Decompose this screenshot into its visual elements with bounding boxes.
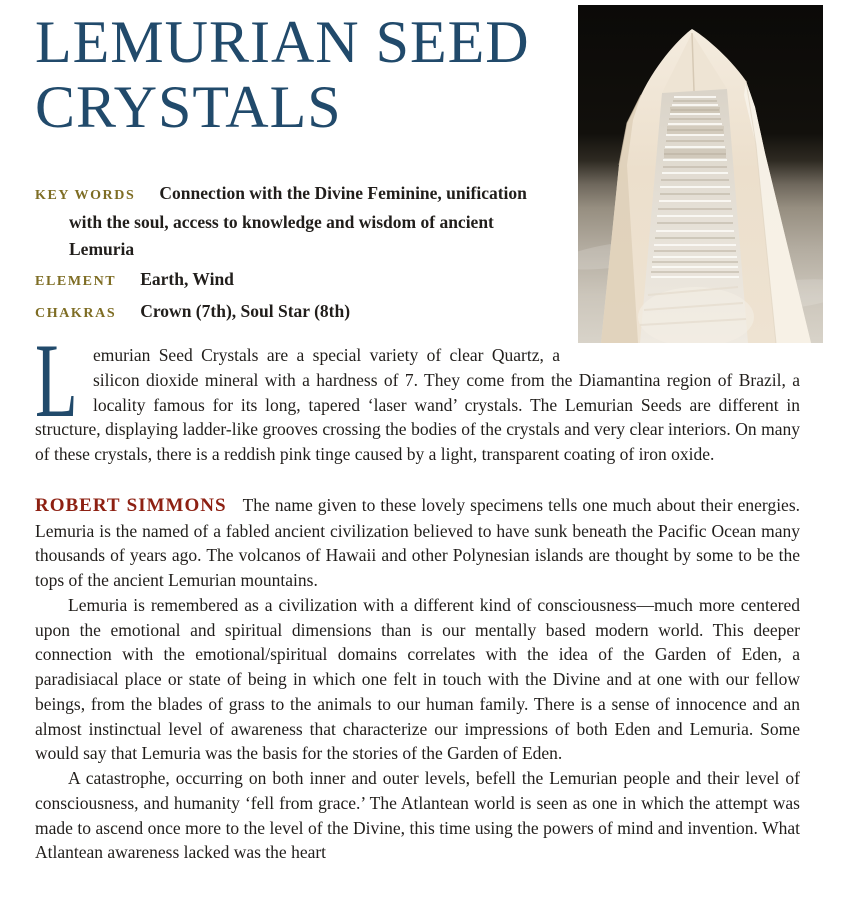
drop-cap: L [35,322,78,439]
attribution-name: ROBERT SIMMONS [35,494,227,516]
crystal-photo [578,5,823,343]
body-paragraph-1: Lemuria is remembered as a civilization with a different kind of consciousness—much more centered upon the emotional and spiritual dimensions than is our mentally based modern world. This deeper connection with the emotional/spiritual domains correlates with the idea of the Garden of Eden, a paradisiacal place or state of being in which one felt in touch with the Divine and at one with our fellow beings, from the blades of grass to the animals to our human family. There is a sense of innocence and an almost instinctual level of awareness that characterize our impressions of both Eden and Lemuria. Some would say that Lemuria was the basis for the stories of the Garden of Eden. [35,594,800,764]
property-label-element: ELEMENT [35,274,117,289]
property-value-element: Earth, Wind [140,269,234,289]
intro-paragraph [35,322,800,467]
property-label-keywords: KEY WORDS [35,188,136,203]
intro-text: emurian Seed Crystals are a special variety of clear Quartz, a silicon dioxide mineral with a hardness of 7. They come from the Diamantina region of Brazil, a locality famous for its long, tapered ‘laser wand’ crystals. The Lemurian Seeds are different in structure, displaying ladder-like grooves crossing the bodies of the crystals and very clear interiors. On many of these crystals, there is a reddish pink tinge caused by a light, transparent coating of iron oxide. [35,345,800,464]
property-label-chakras: CHAKRAS [35,306,117,321]
property-value-chakras: Crown (7th), Soul Star (8th) [140,301,351,321]
attribution-text: The name given to these lovely specimens tells one much about their energies. Lemuria is the named of a fabled ancient civilization believed to have sunk beneath the Pacific Ocean many thousands of years ago. The volcanos of Hawaii and other Polynesian islands are thought by some to be the tops of the ancient Lemurian mountains. [35,494,801,590]
crystal-photo-graphic [578,5,823,343]
page-title: LEMURIAN SEED CRYSTALS [35,9,530,140]
attribution-paragraph [35,493,800,593]
property-value-keywords: Connection with the Divine Feminine, unification with the soul, access to knowledge and wisdom of ancient Lemuria [69,183,527,259]
body-paragraph-2: A catastrophe, occurring on both inner and outer levels, befell the Lemurian people and their level of consciousness, and humanity ‘fell from grace.’ The Atlantean world is seen as one in which the attempt was made to ascend once more to the level of the Divine, this time using the powers of mind and invention. What Atlantean awareness lacked was the heart [35,768,800,863]
